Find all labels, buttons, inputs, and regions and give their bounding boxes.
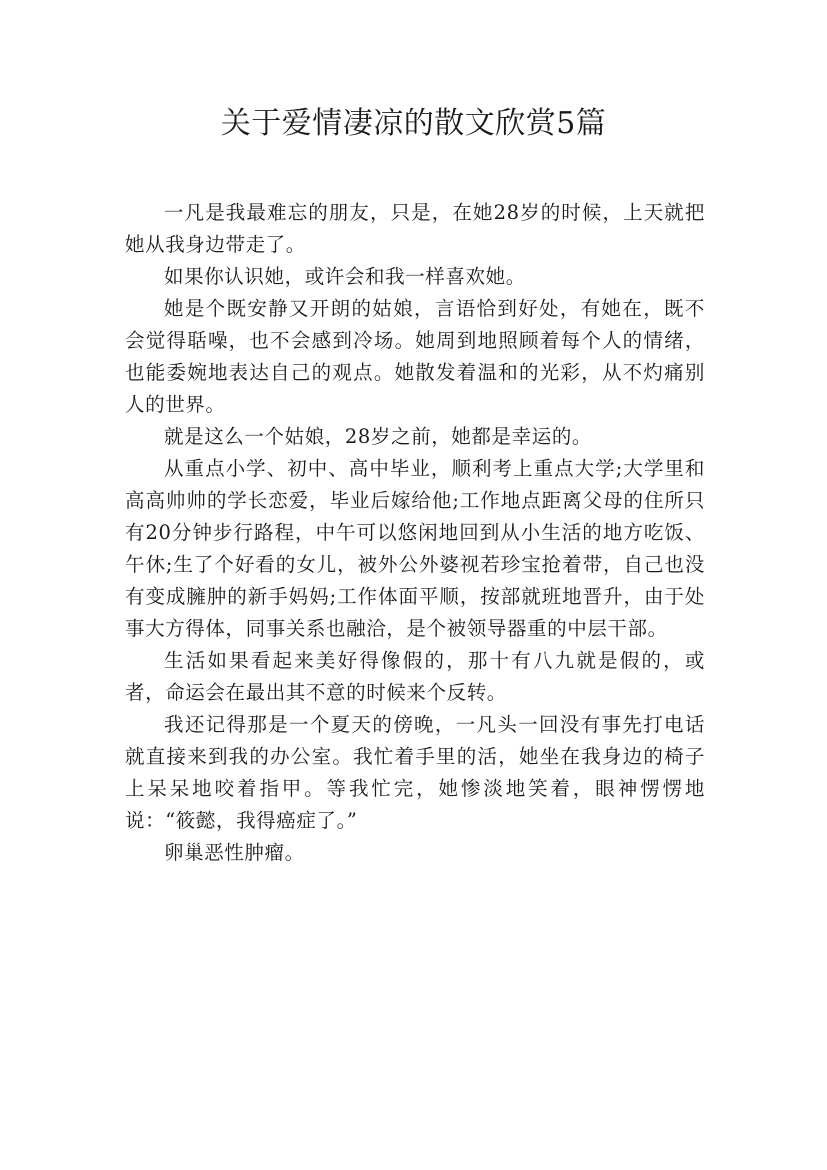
paragraph: 一凡是我最难忘的朋友，只是，在她28岁的时候，上天就把她从我身边带走了。 [125,201,705,256]
paragraph: 生活如果看起来美好得像假的，那十有八九就是假的，或者，命运会在最出其不意的时候来个反转。 [125,649,705,704]
document-title: 关于爱情凄凉的散文欣赏5篇 [220,106,607,141]
paragraph: 我还记得那是一个夏天的傍晚，一凡头一回没有事先打电话就直接来到我的办公室。我忙着手里的活，她坐在我身边的椅子上呆呆地咬着指甲。等我忙完，她惨淡地笑着，眼神愣愣地说：“筱懿，我得癌症了。” [125,713,705,832]
paragraph: 如果你认识她，或许会和我一样喜欢她。 [164,265,526,288]
paragraph: 卵巢恶性肿瘤。 [164,841,305,864]
document-body [125,197,705,869]
paragraph: 她是个既安静又开朗的姑娘，言语恰到好处，有她在，既不会觉得聒噪，也不会感到冷场。她周到地照顾着每个人的情绪，也能委婉地表达自己的观点。她散发着温和的光彩，从不灼痛别人的世界。 [125,297,705,416]
paragraph: 就是这么一个姑娘，28岁之前，她都是幸运的。 [164,425,593,448]
paragraph: 从重点小学、初中、高中毕业，顺利考上重点大学;大学里和高高帅帅的学长恋爱，毕业后嫁给他;工作地点距离父母的住所只有20分钟步行路程，中午可以悠闲地回到从小生活的地方吃饭、午休;生了个好看的女儿，被外公外婆视若珍宝抢着带，自己也没有变成臃肿的新手妈妈;工作体面平顺，按部就班地晋升，由于处事大方得体，同事关系也融洽，是个被领导器重的中层干部。 [125,457,705,640]
